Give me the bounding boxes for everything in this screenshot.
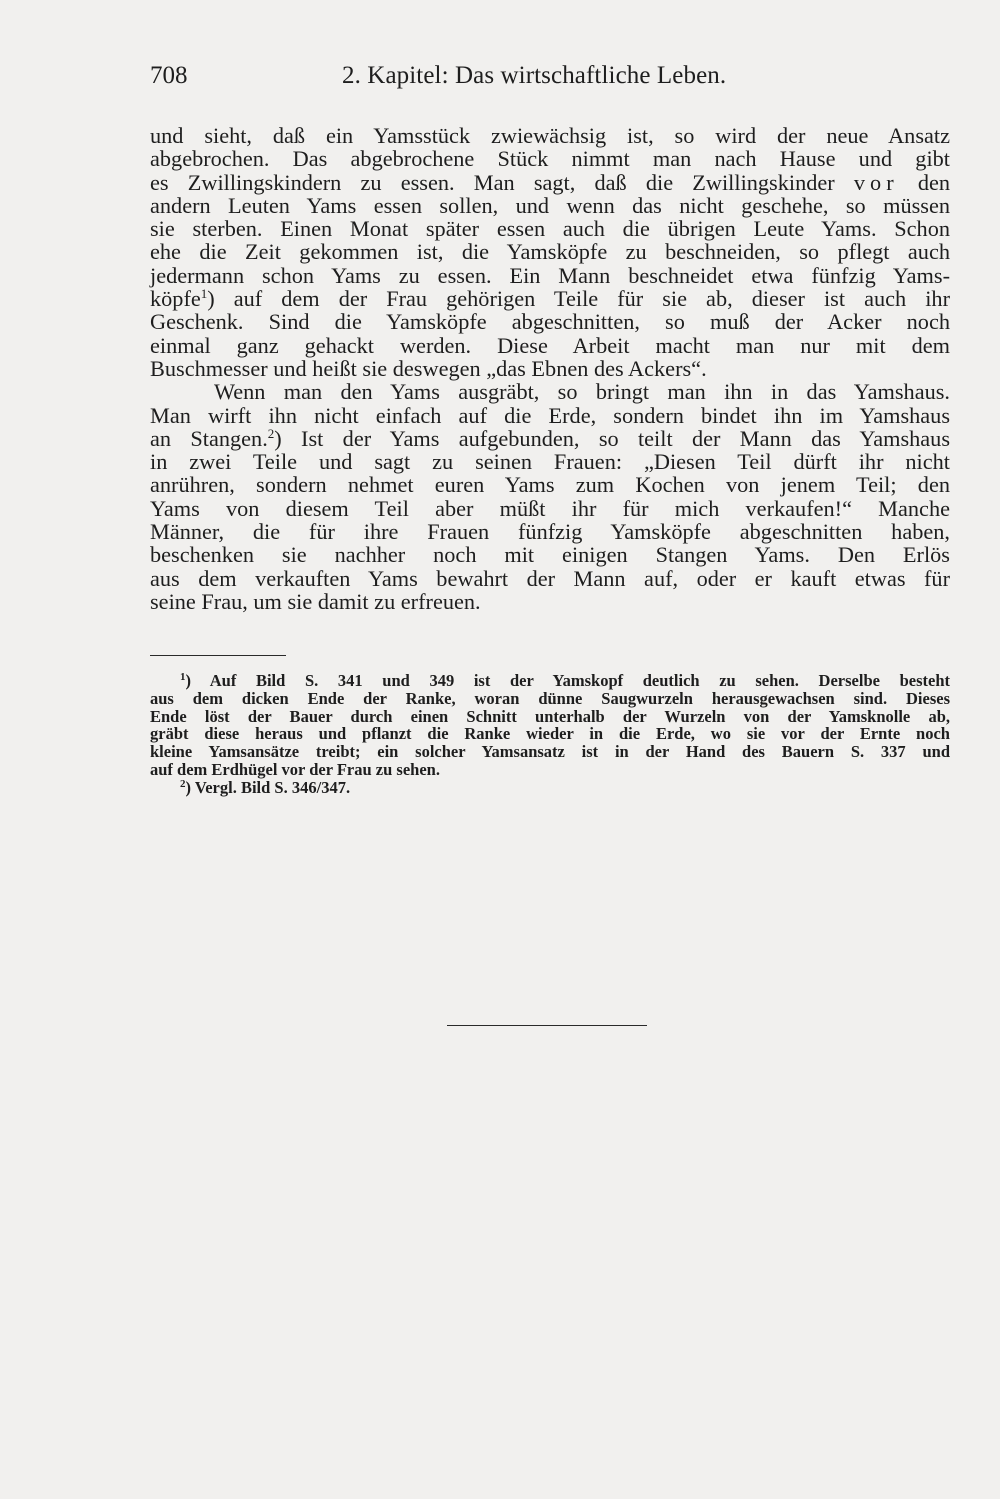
page-header xyxy=(150,62,950,102)
footnote-marker: 1 xyxy=(200,286,208,302)
footnote-line: $^1$) Auf Bild S. 341 und 349 ist der Yamskopf deutlich zu sehen. Derselbe besteht xyxy=(180,671,950,690)
footnote-divider xyxy=(150,655,286,656)
text-line: andern Leuten Yams essen sollen, und wenn das nicht geschehe, so müssen xyxy=(150,192,950,218)
text-line: Yams von diesem Teil aber müßt ihr für mich verkaufen!“ Manche xyxy=(150,495,950,521)
text-line: Geschenk. Sind die Yamsköpfe abgeschnitten, so muß der Acker noch xyxy=(150,309,950,335)
footnote-text: Vergl. Bild S. 346/347. xyxy=(194,777,351,797)
text-line: in zwei Teile und sagt zu seinen Frauen: „Diesen Teil dürft ihr nicht xyxy=(150,449,950,475)
text-line: anrühren, sondern nehmet euren Yams zum Kochen von jenem Teil; den xyxy=(150,472,950,498)
text-line-part: Ist der Yams aufgebunden, so teilt der Mann das Yamshaus xyxy=(301,425,950,451)
text-line: jedermann schon Yams zu essen. Ein Mann beschneidet etwa fünfzig Yams- xyxy=(150,262,950,288)
footnote-line: $^2$) Vergl. Bild S. 346/347. xyxy=(180,777,351,797)
footnote-line: auf dem Erdhügel vor der Frau zu sehen. xyxy=(150,759,440,779)
footnote-marker: 2 xyxy=(267,425,275,441)
text-line: beschenken sie nachher noch mit einigen Stangen Yams. Den Erlös xyxy=(150,542,950,568)
footnote-line: kleine Yamsansätze treibt; ein solcher Yamsansatz ist in der Hand des Bauern S. 337 und xyxy=(150,742,950,762)
running-head: 2. Kapitel: Das wirtschaftliche Leben. xyxy=(342,62,727,89)
text-line: ehe die Zeit gekommen ist, die Yamsköpfe zu beschneiden, so pflegt auch xyxy=(150,239,950,265)
text-line: Buschmesser und heißt sie deswegen „das Ebnen des Ackers“. xyxy=(150,355,707,381)
text-line: abgebrochen. Das abgebrochene Stück nimmt man nach Hause und gibt xyxy=(150,146,950,172)
footnote-line: gräbt diese heraus und pflanzt die Ranke wieder in die Erde, wo sie vor der Ernte noch xyxy=(150,724,950,744)
main-text xyxy=(150,124,950,613)
text-line-part: köpfe xyxy=(150,286,201,312)
text-line: sie sterben. Einen Monat später essen auch die übrigen Leute Yams. Schon xyxy=(150,216,950,242)
text-line: an Stangen.$^2$) Ist der Yams aufgebunden, so teilt der Mann das Yamshaus xyxy=(150,425,950,451)
text-line-part: den xyxy=(917,169,951,195)
footnote-line: aus dem dicken Ende der Ranke, woran dünne Saugwurzeln herausgewachsen sind. Dieses xyxy=(150,688,950,708)
text-line-part: an Stangen. xyxy=(150,425,268,451)
footnote-line: Ende löst der Bauer durch einen Schnitt unterhalb der Wurzeln von der Yamsknolle ab, xyxy=(150,706,950,726)
text-line: Männer, die für ihre Frauen fünfzig Yamsköpfe abgeschnitten haben, xyxy=(150,519,950,545)
text-line-part: auf dem der Frau gehörigen Teile für sie ab, dieser ist auch ihr xyxy=(233,286,950,312)
emphasized-word: vor xyxy=(853,169,899,195)
footnote-number: 1 xyxy=(180,671,186,683)
text-line-part: es Zwillingskindern zu essen. Man sagt, daß die Zwillingskinder xyxy=(150,169,835,195)
text-line: aus dem verkauften Yams bewahrt der Mann auf, oder er kauft etwas für xyxy=(150,565,950,591)
page-number: 708 xyxy=(150,62,188,89)
text-line: köpfe$^1$) auf dem der Frau gehörigen Teile für sie ab, dieser ist auch ihr xyxy=(150,286,950,312)
text-line: einmal ganz gehackt werden. Diese Arbeit macht man nur mit dem xyxy=(150,332,950,358)
end-divider xyxy=(447,1025,647,1026)
text-line: und sieht, daß ein Yamsstück zwiewächsig ist, so wird der neue Ansatz xyxy=(150,123,950,148)
footnotes xyxy=(150,672,950,797)
footnote-number: 2 xyxy=(180,777,186,790)
text-line xyxy=(150,171,950,194)
text-line: seine Frau, um sie damit zu erfreuen. xyxy=(150,588,481,614)
text-line: Man wirft ihn nicht einfach auf die Erde, sondern bindet ihn im Yamshaus xyxy=(150,402,950,428)
text-line: Wenn man den Yams ausgräbt, so bringt man ihn in das Yamshaus. xyxy=(214,379,950,405)
footnote-text: Auf Bild S. 341 und 349 ist der Yamskopf deutlich zu sehen. Derselbe besteht xyxy=(209,671,950,690)
